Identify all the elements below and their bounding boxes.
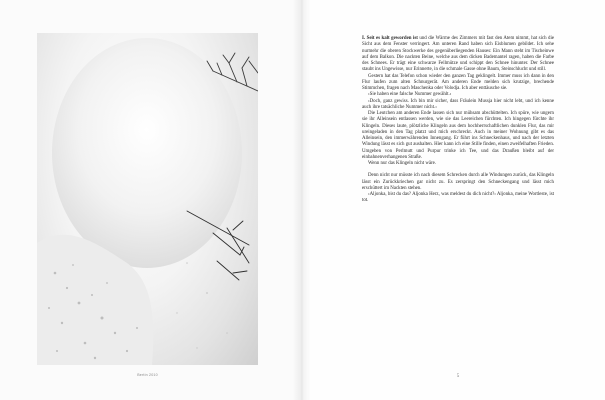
chapter-lead: I. Seit es kalt geworden ist [362, 36, 418, 41]
snow-photo [37, 33, 258, 365]
paragraph: und die Wärme des Zimmers mit fast den Atem nimmt, hat sich die Sicht aus dem Fenster verringert. Am unteren Rand haben sich Eisblumen gebildet. Ich sehe nurmehr die oberen Stockwerke des gegenüberliegenden Hauses: Ein Mann steht im Tischeinwe auf dem Balkon. Die nackten Beine, welche aus dem dicken Bademantel ragen, haben die Farbe des Schnees. Er trägt eine schwarze Fellmütze und schippt den Schnee hinunter. Der Schnee staubt ins Ungewisse, nur Erinnerte, in die schmale Gasse ohne Baum, Steinschlucht und still. [362, 36, 555, 73]
dialogue-line: ›Sie haben eine falsche Nummer gewählt.‹ [368, 92, 452, 98]
book-gutter [293, 0, 311, 400]
paragraph: Wenn nur das Klingeln nicht wäre. [368, 161, 437, 166]
page-number: 5 [456, 374, 460, 379]
chapter-text [362, 36, 554, 205]
paragraph: Gestern hat das Telefon schon wieder den ganzen Tag geklingelt. Immer muss ich dann in den Flur laufen zum alten Schnurgerät. Am anderen Ende melden sich krutzige, brechende Stimmchen, fragen nach Maschenka oder Volodja. Ich aber enttäusche sie. [362, 73, 554, 91]
left-page [0, 0, 302, 400]
paragraph: ›Aljonka, bist du das? Aljonka Herz, was meldest du dich nicht?‹ Aljonka, meine Wortleste, ist tot. [362, 192, 554, 204]
snow-illustration [37, 33, 258, 365]
dialogue-line: ›Doch, ganz gewiss. Ich bin mir sicher, dass Fräulein Mussja hier nicht lebt, und ich kenne auch ihre tatsächliche Nummer nicht.‹ [362, 98, 554, 110]
paragraph: Denn nicht nur müsste ich nach diesem Schrecken durch alle Windungen zurück, das Klingeln lässt ein Zurückkriechen gar nicht zu. Es zerspringt den Schneckengang und lässt mich erschüttert im Nackten stehen. [362, 173, 554, 191]
photo-caption: Bertin 2010 [137, 373, 158, 377]
chapter-opening-paragraph [362, 36, 554, 74]
paragraph: Die Leutchen am anderen Ende lassen sich nur mühsam abschüttelten. Ich spüre, wie ungern sie ihr Alleinsein entlassen werden, wie sie das Leereichen fürchten. Ich hingegen fürchte ihr Klingeln. Dieses laute, plötzliche Klingeln aus dem hochherrschaftlichen dunklen Flur, das mir ureingeladen in den Tag platzt und mich erschreckt. Auch in meiner Wohnung gibt es das Alleinsein, den immerwährenden Innengang. Er führt ins Schneckenhaus, und nach der letzten Windung lässt es sich gut aushalten. Hier kann ich eine Stille finden, einen zweifelhaften Frieden. Umgeben von Perlmutt und Purpur trinke ich Tee, und das Draußen bleibt auf der einbahnenverhangenen Straße. [362, 111, 554, 160]
